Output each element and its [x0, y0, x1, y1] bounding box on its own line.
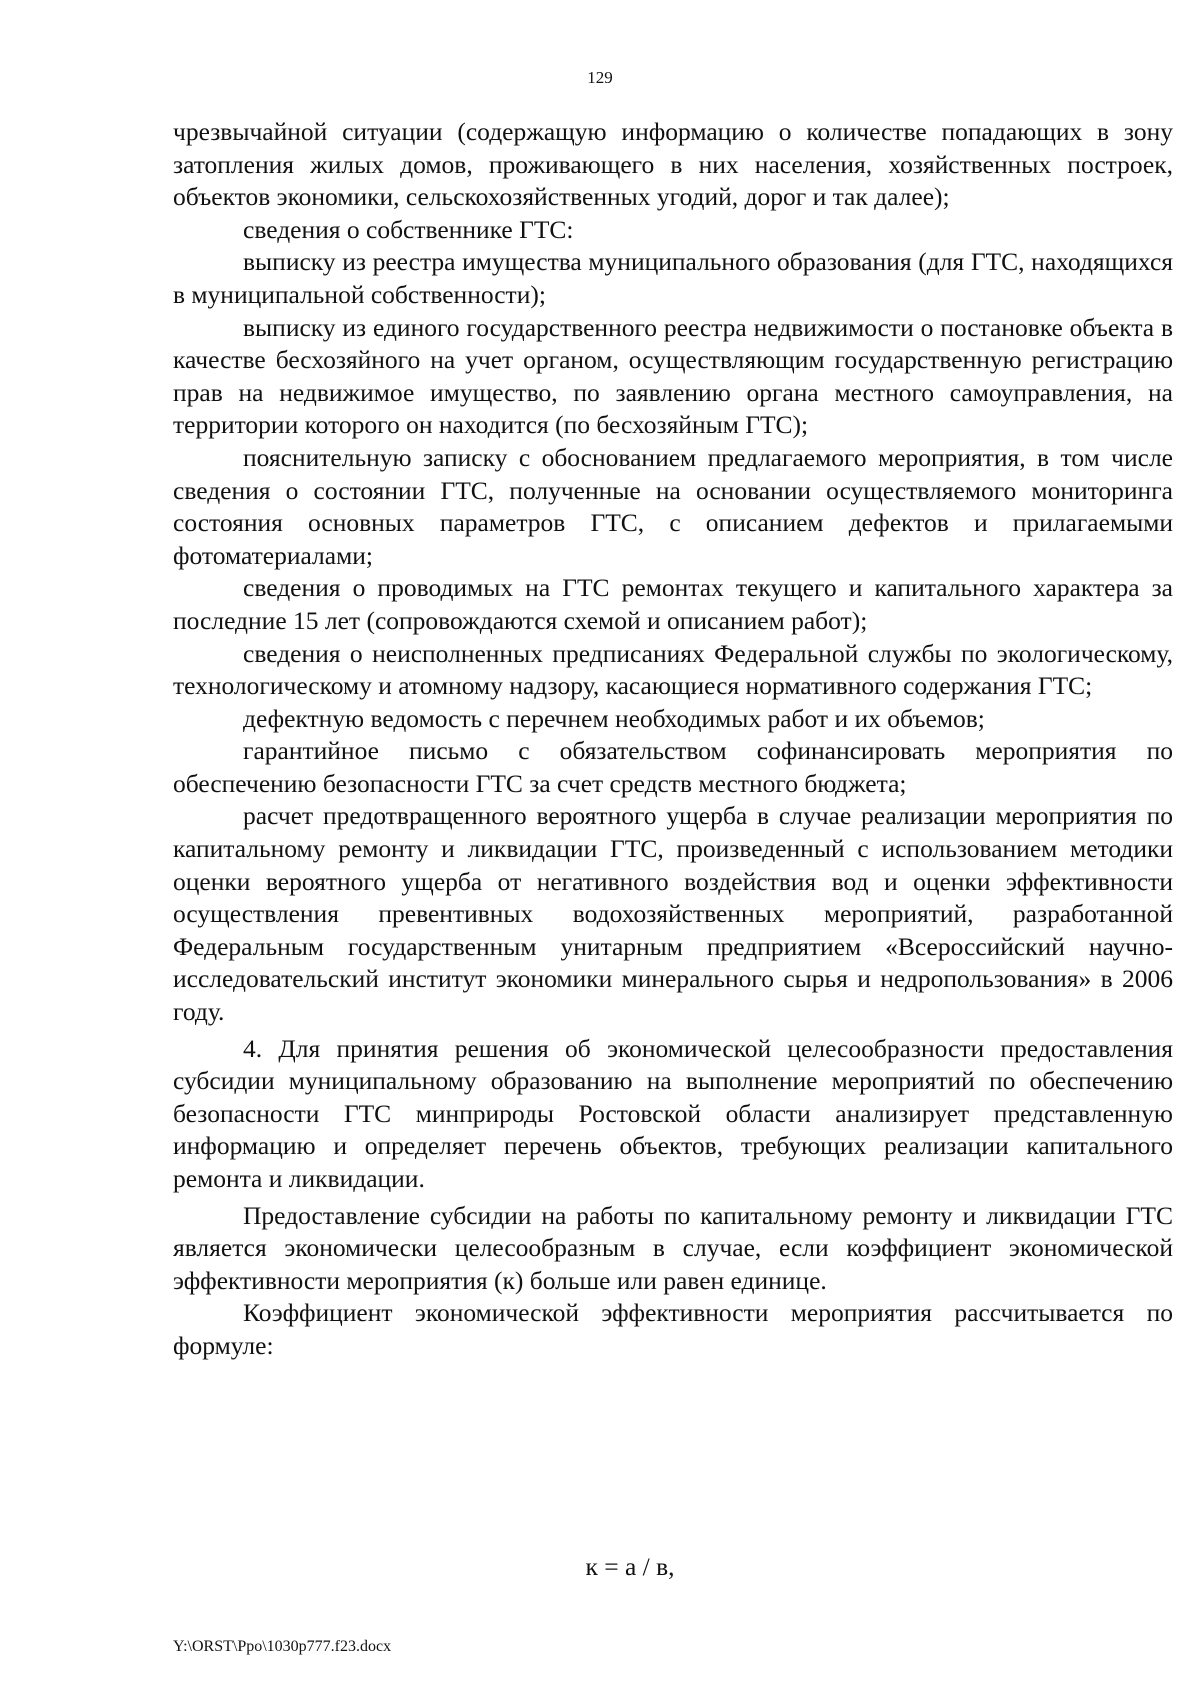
paragraph-real-estate-registry: выписку из единого государственного реестра недвижимости о постановке объекта в качестве бесхозяйного на учет органом, осуществляющим государственную регистрацию прав на недвижимое имущество, по заявлению органа местного самоуправления, на территории которого он находится (по бесхозяйным ГТС);: [173, 312, 1173, 440]
paragraph-coefficient-intro: Коэффициент экономической эффективности мероприятия рассчитывается по формуле:: [173, 1298, 1173, 1360]
paragraph-municipal-registry: выписку из реестра имущества муниципального образования (для ГТС, находящихся в муниципальной собственности);: [173, 247, 1173, 309]
paragraph-subsidy-condition: Предоставление субсидии на работы по капитальному ремонту и ликвидации ГТС является экономически целесообразным в случае, если коэффициент экономической эффективности мероприятия (к) больше или равен единице.: [173, 1200, 1173, 1295]
formula: к = а / в,: [585, 1552, 675, 1581]
paragraph-damage-calculation: расчет предотвращенного вероятного ущерба в случае реализации мероприятия по капитальному ремонту и ликвидации ГТС, произведенный с использованием методики оценки вероятного ущерба от негативного воздействия вод и оценки эффективности осуществления превентивных водохозяйственных мероприятий, разработанной Федеральным государственным унитарным предприятием «Всероссийский научно-исследовательский институт экономики минерального сырья и недропользования» в 2006 году.: [173, 801, 1173, 1027]
paragraph-explanatory-note: пояснительную записку с обоснованием предлагаемого мероприятия, в том числе сведения о состоянии ГТС, полученные на основании осуществляемого мониторинга состояния основных параметров ГТС, с описанием дефектов и прилагаемыми фотоматериалами;: [173, 442, 1173, 570]
paragraph-owner-info: сведения о собственнике ГТС:: [243, 214, 574, 244]
paragraph-unfulfilled-orders: сведения о неисполненных предписаниях Федеральной службы по экологическому, технологическому и атомному надзору, касающиеся нормативного содержания ГТС;: [173, 638, 1173, 701]
footer-file-path: Y:\ORST\Ppo\1030p777.f23.docx: [173, 1638, 392, 1655]
paragraph-repairs-info: сведения о проводимых на ГТС ремонтах текущего и капитального характера за последние 15 лет (сопровождаются схемой и описанием работ);: [173, 573, 1173, 635]
paragraph-continuation: чрезвычайной ситуации (содержащую информацию о количестве попадающих в зону затопления жилых домов, проживающего в них населения, хозяйственных построек, объектов экономики, сельскохозяйственных угодий, дорог и так далее);: [173, 117, 1173, 212]
paragraph-guarantee-letter: гарантийное письмо с обязательством софинансировать мероприятия по обеспечению безопасности ГТС за счет средств местного бюджета;: [173, 736, 1173, 798]
paragraph-item-4: 4. Для принятия решения об экономической целесообразности предоставления субсидии муниципальному образованию на выполнение мероприятий по обеспечению безопасности ГТС минприроды Ростовской области анализирует представленную информацию и определяет перечень объектов, требующих реализации капитального ремонта и ликвидации.: [173, 1033, 1173, 1193]
document-body: [173, 116, 1173, 1363]
page-number: 129: [587, 68, 613, 87]
paragraph-defect-list: дефектную ведомость с перечнем необходимых работ и их объемов;: [243, 703, 985, 733]
